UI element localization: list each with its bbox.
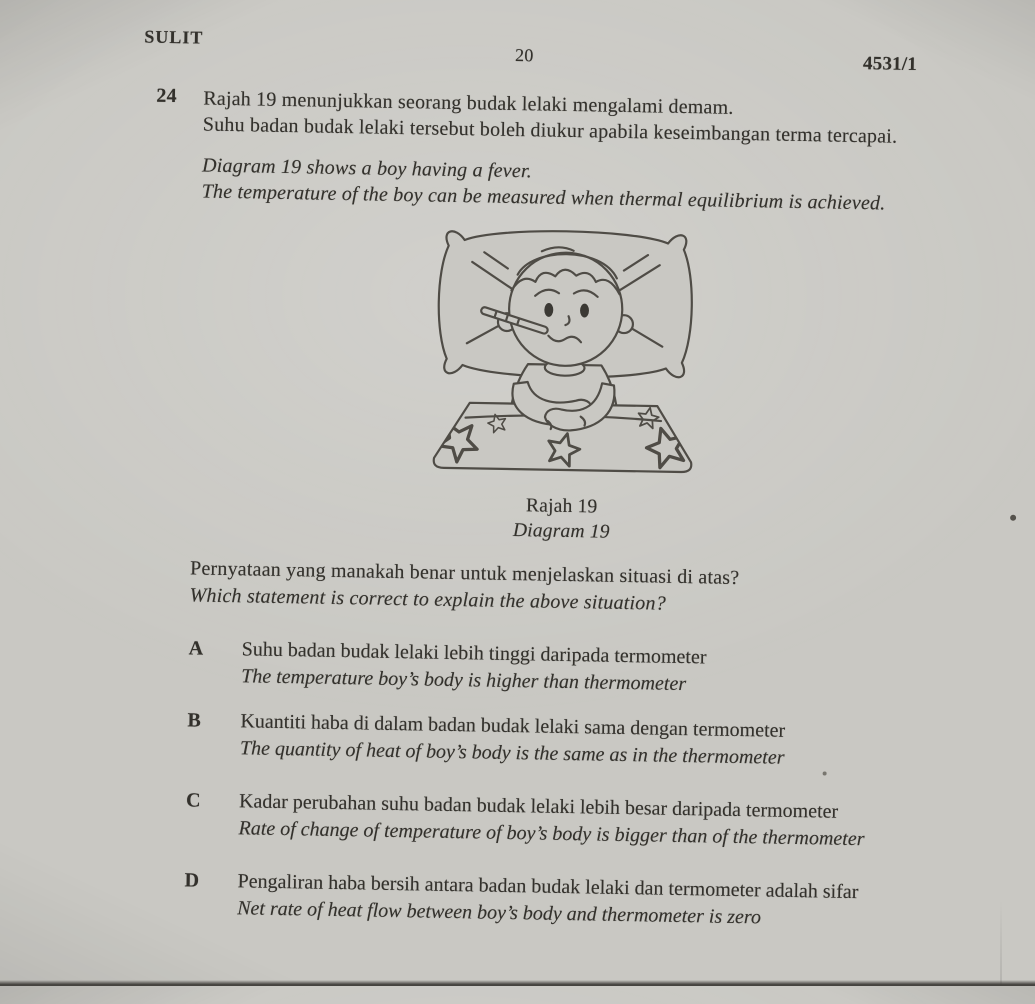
paper-crease — [1000, 900, 1002, 986]
figure-caption-english: Diagram 19 — [512, 520, 610, 543]
option-b — [187, 707, 786, 771]
option-d-malay: Pengaliran haba bersih antara badan budak lelaki dan termometer adalah sifar — [237, 870, 859, 904]
figure-caption — [419, 491, 705, 546]
option-a-english: The temperature boy’s body is higher than thermometer — [241, 665, 687, 696]
question-stem-malay-line2: Suhu badan budak lelaki tersebut boleh diukur apabila keseimbangan terma tercapai. — [202, 113, 898, 148]
option-c-malay: Kadar perubahan suhu badan budak lelaki lebih besar daripada termometer — [238, 790, 839, 823]
question-stem-malay — [203, 86, 898, 150]
paper-code: 4531/1 — [862, 53, 918, 76]
fever-boy-illustration — [420, 217, 709, 480]
page-number: 20 — [514, 44, 534, 66]
question-prompt-malay: Pernyataan yang manakah benar untuk menjelaskan situasi di atas? — [189, 557, 740, 589]
option-c-english: Rate of change of temperature of boy’s body is bigger than of the thermometer — [238, 817, 865, 851]
figure-caption-malay: Rajah 19 — [525, 495, 598, 518]
ink-speck — [1010, 515, 1016, 521]
question-prompt — [189, 555, 739, 619]
question-stem-english-line2: The temperature of the boy can be measured when thermal equilibrium is achieved. — [201, 180, 886, 215]
option-a-malay: Suhu badan budak lelaki lebih tinggi daripada termometer — [241, 638, 707, 669]
option-c-label: C — [185, 789, 201, 812]
ink-speck-small — [823, 771, 827, 775]
question-stem-malay-line1: Rajah 19 menunjukkan seorang budak lelaki mengalami demam. — [203, 87, 734, 119]
option-b-english: The quantity of heat of boy’s body is the same as in the thermometer — [239, 737, 785, 769]
confidential-label: SULIT — [144, 26, 204, 48]
option-a — [188, 635, 707, 698]
option-d — [184, 867, 859, 933]
option-b-malay: Kuantiti haba di dalam badan budak lelaki sama dengan termometer — [240, 710, 786, 742]
question-stem-english — [201, 153, 886, 217]
question-prompt-english: Which statement is correct to explain the above situation? — [189, 584, 667, 615]
question-stem-english-line1: Diagram 19 shows a boy having a fever. — [201, 154, 533, 183]
option-c — [185, 787, 865, 853]
question-number: 24 — [156, 84, 177, 108]
option-b-label: B — [187, 709, 201, 732]
option-d-label: D — [184, 869, 200, 892]
option-a-label: A — [188, 637, 204, 660]
scan-bottom-edge — [0, 980, 1035, 986]
option-d-english: Net rate of heat flow between boy’s body and thermometer is zero — [236, 897, 762, 929]
